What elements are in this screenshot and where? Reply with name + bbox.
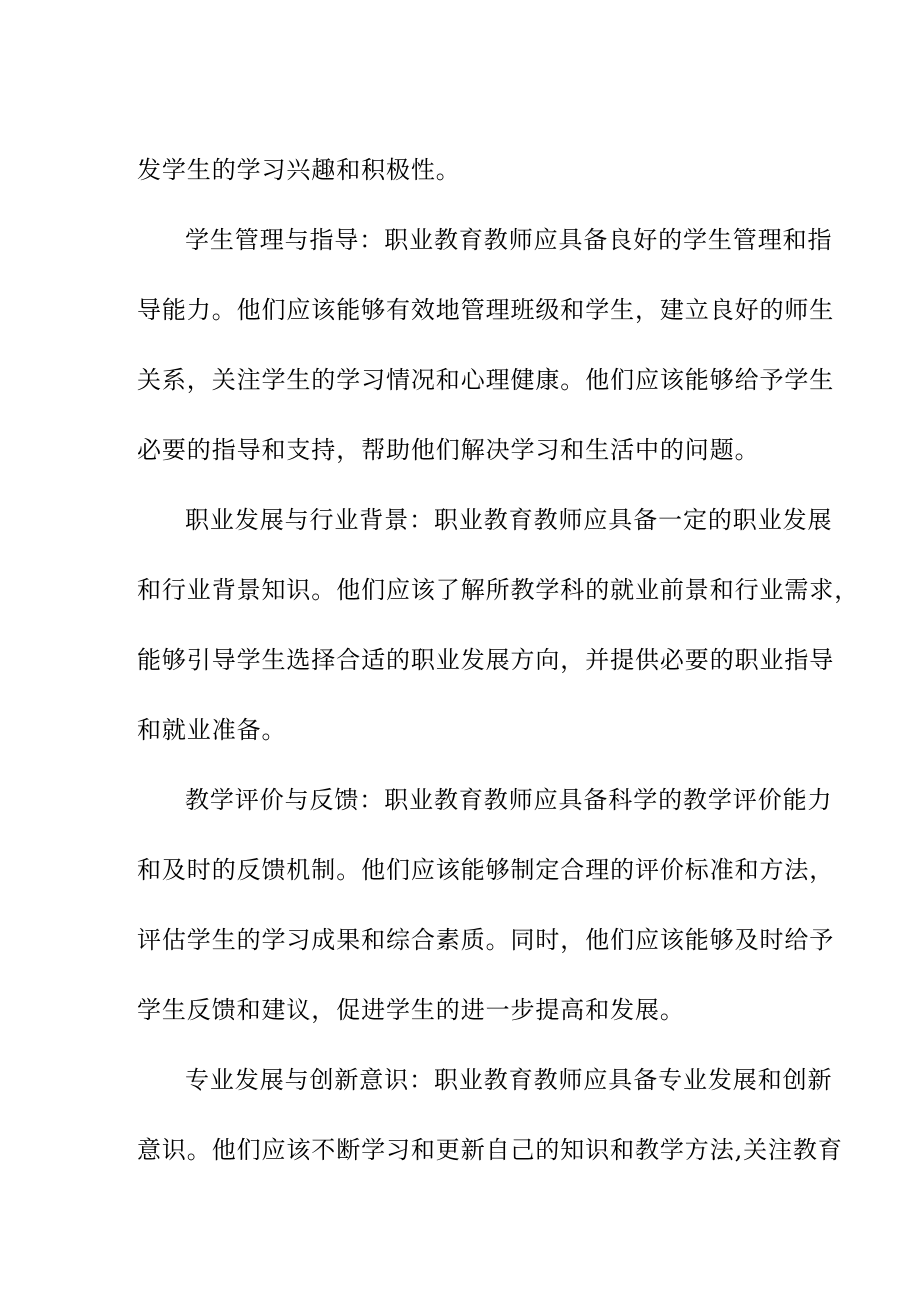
paragraph-heading-line: 专业发展与创新意识：职业教育教师应具备专业发展和创新 xyxy=(185,1066,833,1094)
paragraph-heading-line: 职业发展与行业背景：职业教育教师应具备一定的职业发展 xyxy=(185,506,833,534)
text-line: 关系，关注学生的学习情况和心理健康。他们应该能够给予学生 xyxy=(137,366,835,394)
text-line: 意识。他们应该不断学习和更新自己的知识和教学方法,关注教育 xyxy=(137,1136,843,1164)
text-line: 评估学生的学习成果和综合素质。同时，他们应该能够及时给予 xyxy=(137,926,835,954)
text-line: 必要的指导和支持，帮助他们解决学习和生活中的问题。 xyxy=(137,436,760,464)
paragraph-heading-line: 学生管理与指导：职业教育教师应具备良好的学生管理和指 xyxy=(185,226,833,254)
text-line: 和就业准备。 xyxy=(137,716,287,744)
text-line: 发学生的学习兴趣和积极性。 xyxy=(137,156,461,184)
text-line: 学生反馈和建议，促进学生的进一步提高和发展。 xyxy=(137,996,685,1024)
text-line: 导能力。他们应该能够有效地管理班级和学生，建立良好的师生 xyxy=(137,296,835,324)
paragraph-heading-line: 教学评价与反馈：职业教育教师应具备科学的教学评价能力 xyxy=(185,786,833,814)
text-line: 和行业背景知识。他们应该了解所教学科的就业前景和行业需求， xyxy=(137,576,860,604)
text-line: 和及时的反馈机制。他们应该能够制定合理的评价标准和方法， xyxy=(137,856,835,884)
text-line: 能够引导学生选择合适的职业发展方向，并提供必要的职业指导 xyxy=(137,646,835,674)
